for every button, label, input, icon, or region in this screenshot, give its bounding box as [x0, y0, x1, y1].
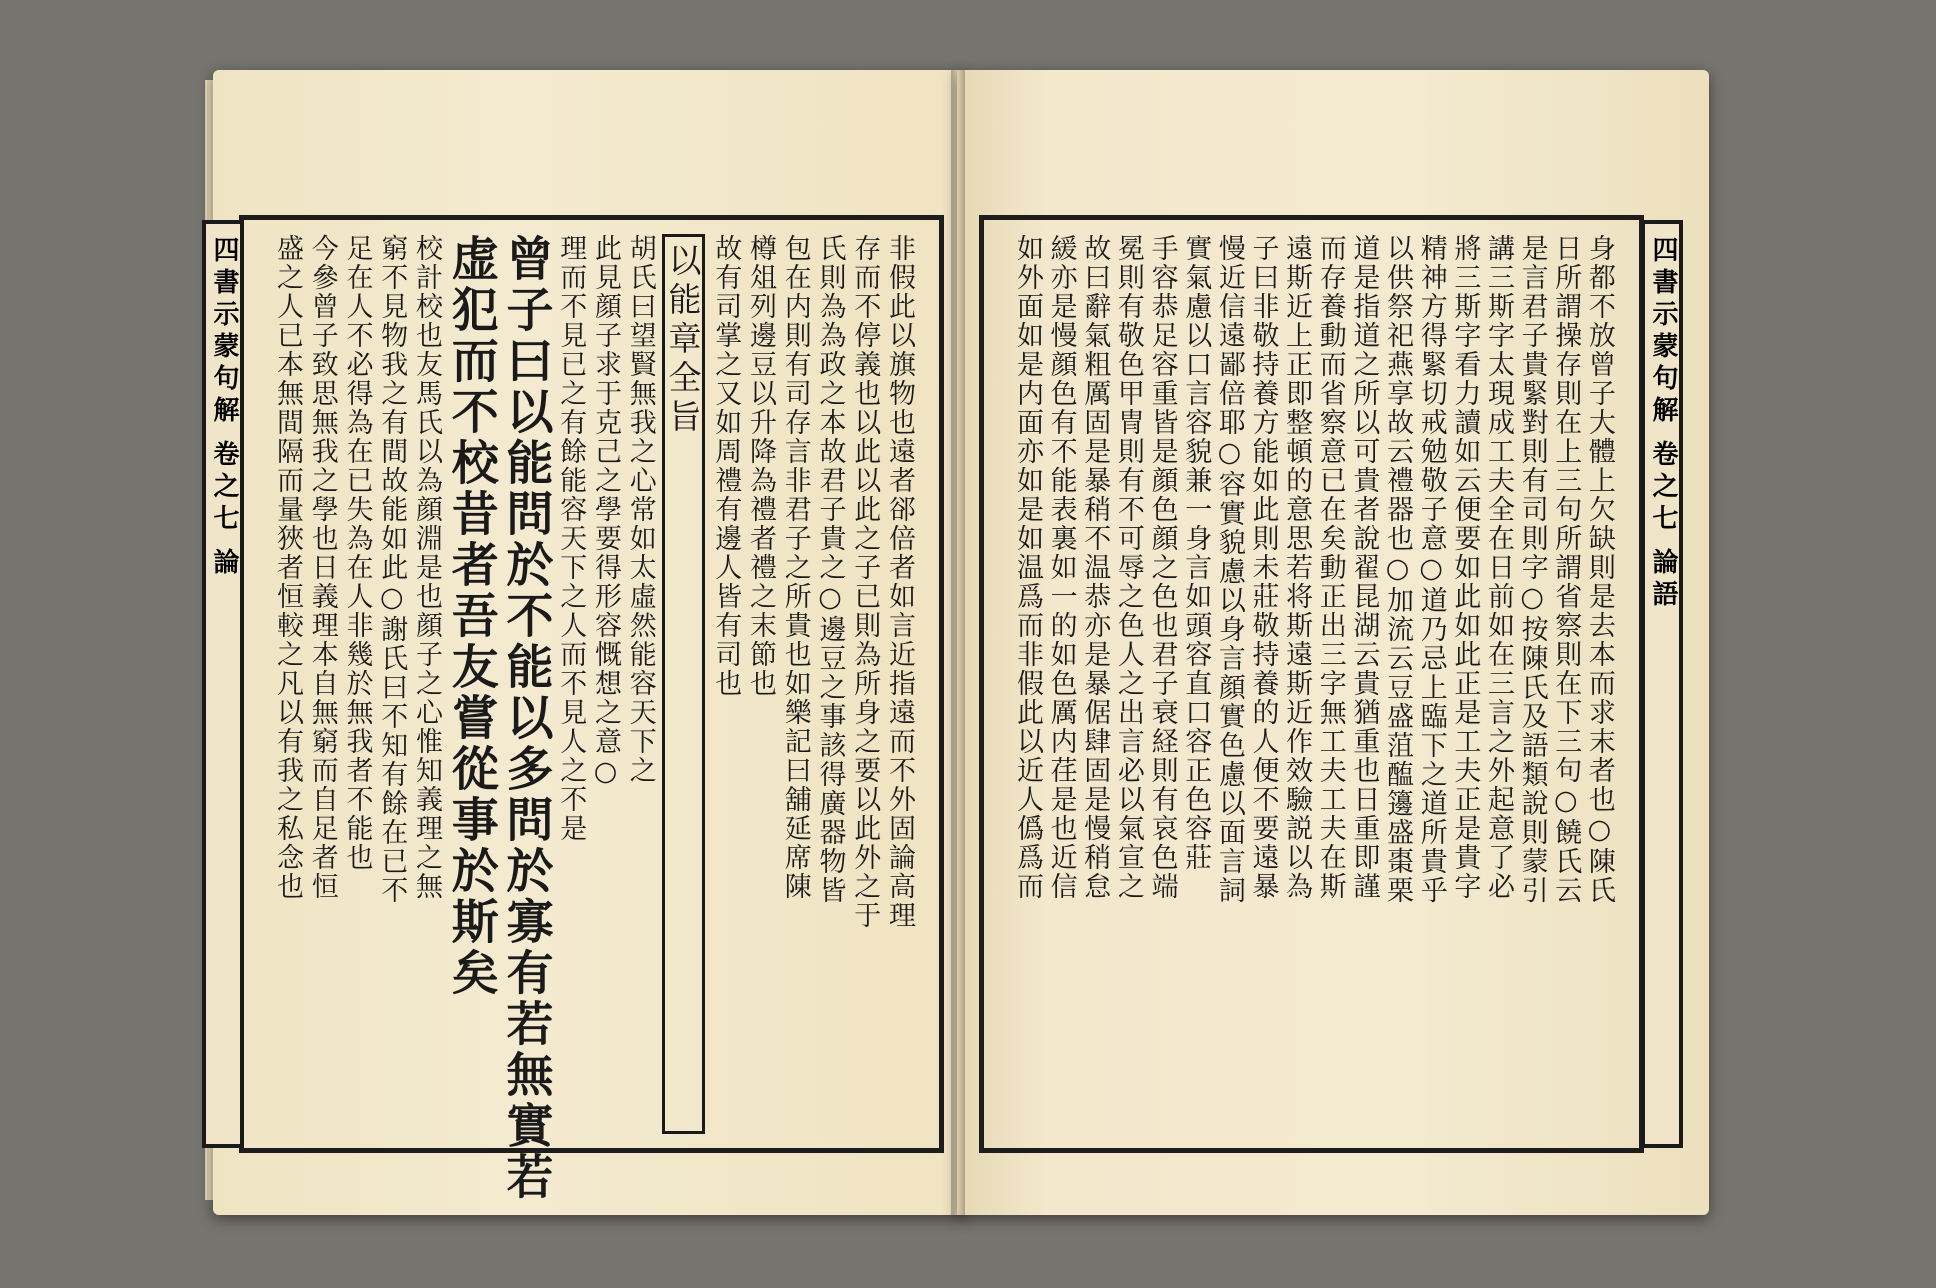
- left-text-frame: [209, 215, 944, 1203]
- right-col-16: 故曰辭氣粗厲固是暴稍不温恭亦是暴倨肆固是慢稍怠: [1079, 234, 1111, 901]
- left-spine-volume: 卷之七: [209, 440, 239, 536]
- left-col-1: 非假此以旗物也遠者郤倍者如言近指遠而不外固論高理: [884, 234, 915, 930]
- right-col-6: 精神方得緊切戒勉敬子意○道乃忌上臨下之道所貴乎: [1415, 234, 1447, 905]
- left-col-3: 氏則為為政之本故君子貴之○邊豆之事該得廣器物皆: [814, 234, 846, 905]
- left-col-10: 理而不見已之有餘能容天下之人而不見人之不是: [555, 234, 587, 843]
- book-gutter: [951, 70, 965, 1215]
- right-col-17: 緩亦是慢顔色有不能表裏如一的如色厲内荏是也近信: [1045, 234, 1077, 901]
- left-col-5: 樽俎列邊豆以升降為禮者禮之末節也: [745, 234, 776, 698]
- right-col-15: 冕則有敬色甲冑則有不可辱之色人之出言必以氣宣之: [1112, 234, 1144, 901]
- right-col-5: 將三斯字看力讀如云便要如此如此正是工夫正是貴字: [1449, 234, 1481, 901]
- main-text-col-1: 曾子曰以能問於不能以多問於寡有若無實若: [498, 234, 554, 1203]
- left-col-15: 足在人不必得為在已失為在人非幾於無我者不能也: [341, 234, 373, 872]
- right-col-9: 而存養動而省察意已在矣動正出三字無工夫工夫在斯: [1314, 234, 1346, 901]
- right-col-18: 如外面如是内面亦如是如温爲而非假此以近人僞爲而: [1012, 234, 1043, 901]
- right-col-11: 子曰非敬持養方能如此則未莊敬持養的人便不要遠暴: [1247, 234, 1279, 901]
- left-col-13: 校計校也友馬氏以為顔淵是也顔子之心惟知義理之無: [411, 234, 442, 901]
- open-book: [205, 70, 1705, 1215]
- right-spine-volume: 卷之七: [1648, 440, 1678, 536]
- left-col-8: 胡氏曰望賢無我之心常如太虛然能容天下之: [624, 234, 656, 785]
- right-col-2: 日所謂操存則在上三句所謂省察則在下三句○饒氏云: [1550, 234, 1582, 905]
- right-col-10: 遠斯近上正即整頓的意思若将斯遠斯近作效驗説以為: [1281, 234, 1313, 901]
- main-text-col-2: 虚犯而不校昔者吾友嘗從事於斯矣: [443, 234, 499, 999]
- chapter-title: 以能章全旨: [662, 234, 705, 1134]
- left-columns: [272, 234, 915, 1203]
- right-col-12: 慢近信遠鄙倍耶○容實貌慮以身言顔實色慮以面言詞: [1213, 234, 1245, 905]
- right-columns: [1014, 234, 1613, 1134]
- right-spine-title: 四書示蒙句解: [1648, 236, 1678, 428]
- left-spine-section: 論: [209, 548, 239, 580]
- left-page: [209, 70, 965, 1215]
- right-page: [957, 70, 1709, 1215]
- left-col-16: 今參曾子致思無我之學也日義理本自無窮而自足者恒: [306, 234, 338, 901]
- left-col-9: 此見顔子求于克己之學要得形容慨想之意○: [590, 234, 621, 789]
- right-spine-header: [1641, 220, 1683, 1148]
- left-spine-header: [202, 220, 244, 1148]
- right-col-1: 身都不放曾子大體上欠缺則是去本而求末者也○陳氏: [1583, 234, 1615, 905]
- left-col-17: 盛之人已本無間隔而量狹者恒較之凡以有我之私念也: [272, 234, 303, 901]
- right-col-3: 是言君子貴緊對則有司則字○按陳氏及語類說則蒙引: [1516, 234, 1548, 905]
- right-col-14: 手容恭足容重皆是顔色顔之色也君子衰経則有哀色端: [1146, 234, 1178, 901]
- left-col-2: 存而不停義也以此以此之子已則為所身之要以此外之于: [849, 234, 881, 930]
- right-col-7: 以供祭祀燕享故云禮器也○加流云豆盛菹醢籩盛棗栗: [1382, 234, 1414, 905]
- left-spine-title: 四書示蒙句解: [209, 236, 239, 428]
- right-spine-section: 論語: [1648, 548, 1678, 612]
- right-col-13: 實氣慮以口言容貌兼一身言如頭容直口容正色容莊: [1180, 234, 1212, 872]
- left-col-4: 包在内則有司存言非君子之所貴也如樂記曰舖延席陳: [779, 234, 811, 901]
- right-col-4: 講三斯字太現成工夫全在日前如在三言之外起意了必: [1482, 234, 1514, 901]
- left-col-14: 窮不見物我之有間故能如此○謝氏曰不知有餘在已不: [376, 234, 408, 905]
- right-text-frame: [979, 215, 1678, 1153]
- left-col-6: 故有司掌之又如周禮有邊人皆有司也: [710, 234, 742, 698]
- right-col-8: 道是指道之所以可貴者說翟昆湖云貴猶重也日重即謹: [1348, 234, 1380, 901]
